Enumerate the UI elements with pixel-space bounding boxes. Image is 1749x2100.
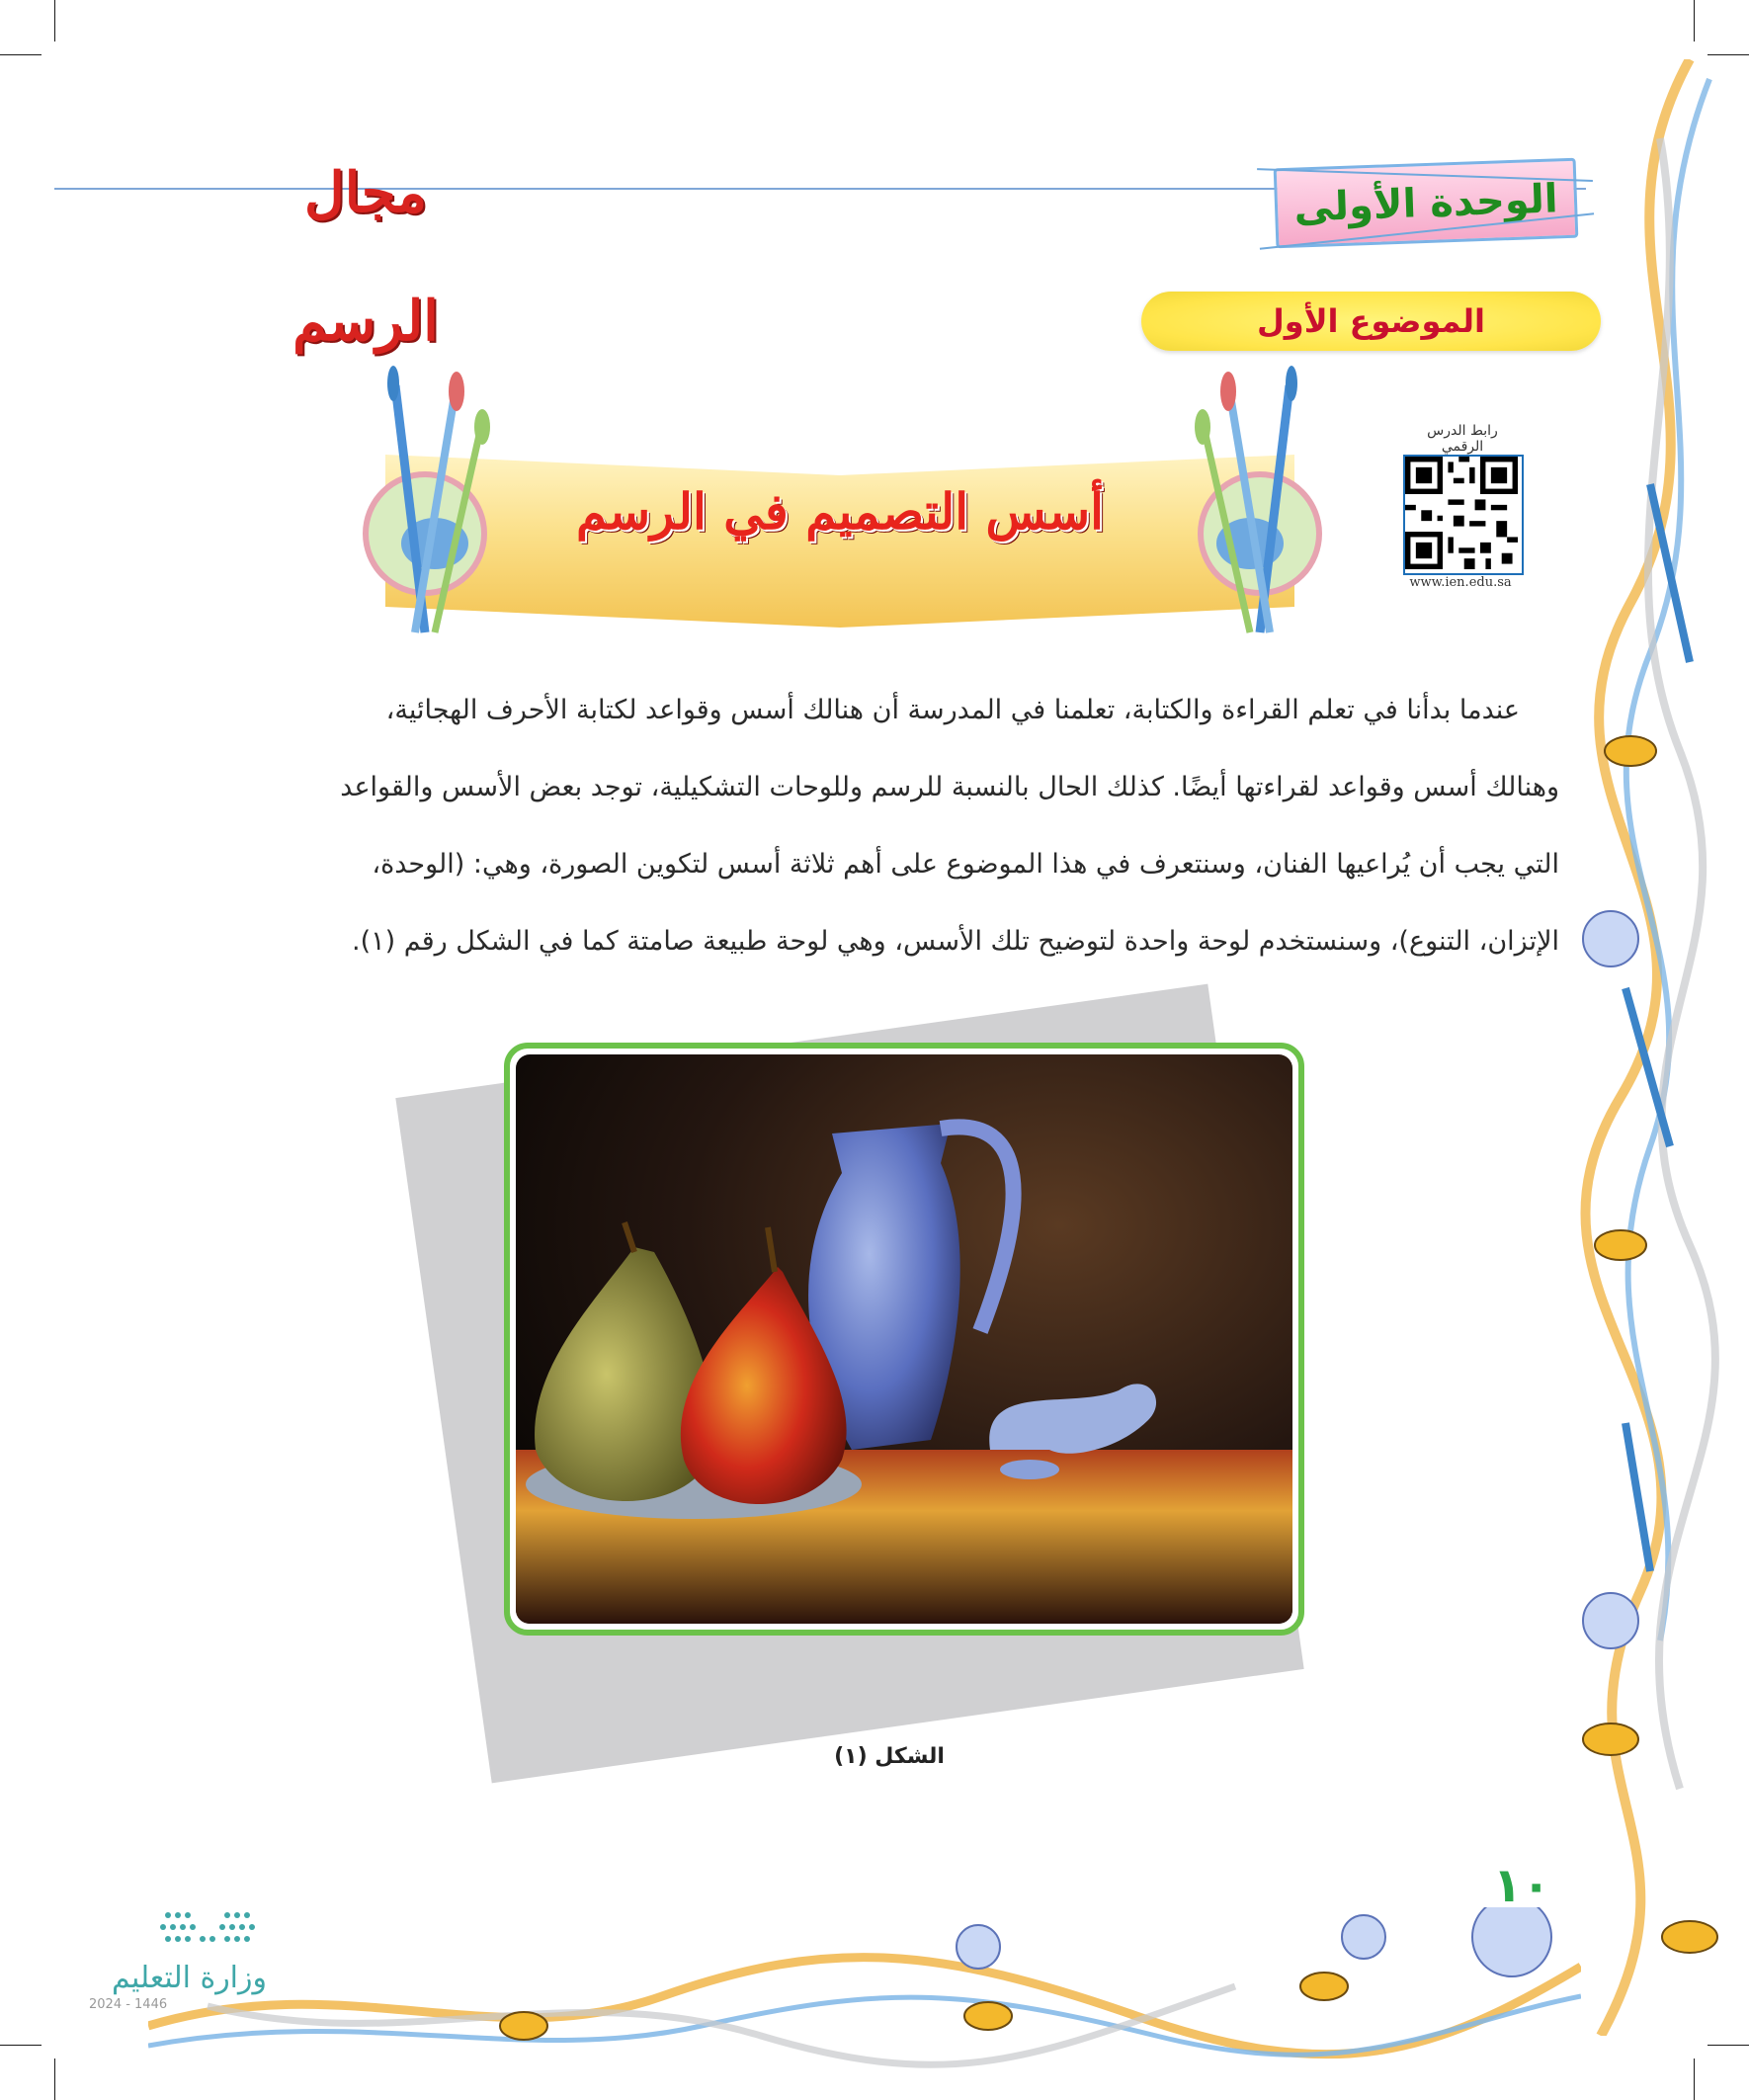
lesson-paragraph	[196, 672, 1559, 980]
ministry-dots-icon	[89, 1907, 267, 1957]
topic-label: الموضوع الأول	[1257, 302, 1485, 340]
qr-url: www.ien.edu.sa	[1409, 575, 1512, 590]
crop-mark	[54, 0, 55, 42]
crop-mark	[1694, 2058, 1695, 2100]
page-number: ١٠	[1492, 1858, 1551, 1913]
field-title	[237, 128, 494, 354]
ministry-logo	[89, 1907, 267, 2012]
figure-caption: الشكل (١)	[834, 1744, 945, 1769]
qr-caption: رابط الدرس الرقمي	[1427, 423, 1498, 455]
paragraph-line: التي يجب أن يُراعيها الفنان، وسنتعرف في هذا الموضوع على أهم ثلاثة أسس لتكوين الصورة، وهي: (الوحدة،	[372, 849, 1559, 880]
paragraph-line: وهنالك أسس وقواعد لقراءتها أيضًا. كذلك الحال بالنسبة للرسم وللوحات التشكيلية، توجد بعض الأسس والقواعد	[340, 772, 1559, 802]
floral-border-decoration	[1541, 59, 1749, 2036]
crop-mark	[1694, 0, 1695, 42]
ministry-name: وزارة التعليم	[111, 1961, 267, 1995]
bottom-ribbon-decoration	[148, 1907, 1581, 2075]
unit-badge	[1274, 158, 1579, 249]
crop-mark	[1707, 54, 1749, 55]
crop-mark	[1707, 2045, 1749, 2046]
ministry-year: 2024 - 1446	[89, 1997, 168, 2012]
paragraph-line: عندما بدأنا في تعلم القراءة والكتابة، تعلمنا في المدرسة أن هنالك أسس وقواعد لكتابة الأحرف الهجائية،	[385, 695, 1520, 725]
paragraph-line: الإتزان، التنوع)، وسنستخدم لوحة واحدة لتوضيح تلك الأسس، وهي لوحة طبيعة صامتة كما في الشكل رقم (١).	[352, 926, 1559, 957]
unit-label: الوحدة الأولى	[1292, 175, 1559, 231]
figure-frame	[504, 1043, 1304, 1636]
topic-pill	[1141, 292, 1601, 351]
crop-mark	[0, 54, 42, 55]
still-life-painting	[516, 1054, 1292, 1624]
crop-mark	[54, 2058, 55, 2100]
lesson-title: أسس التصميم في الرسم	[575, 482, 1105, 541]
field-title-text: مجال الرسم	[292, 160, 439, 354]
title-banner	[385, 455, 1294, 628]
qr-code-icon[interactable]	[1403, 455, 1524, 575]
crop-mark	[0, 2045, 42, 2046]
